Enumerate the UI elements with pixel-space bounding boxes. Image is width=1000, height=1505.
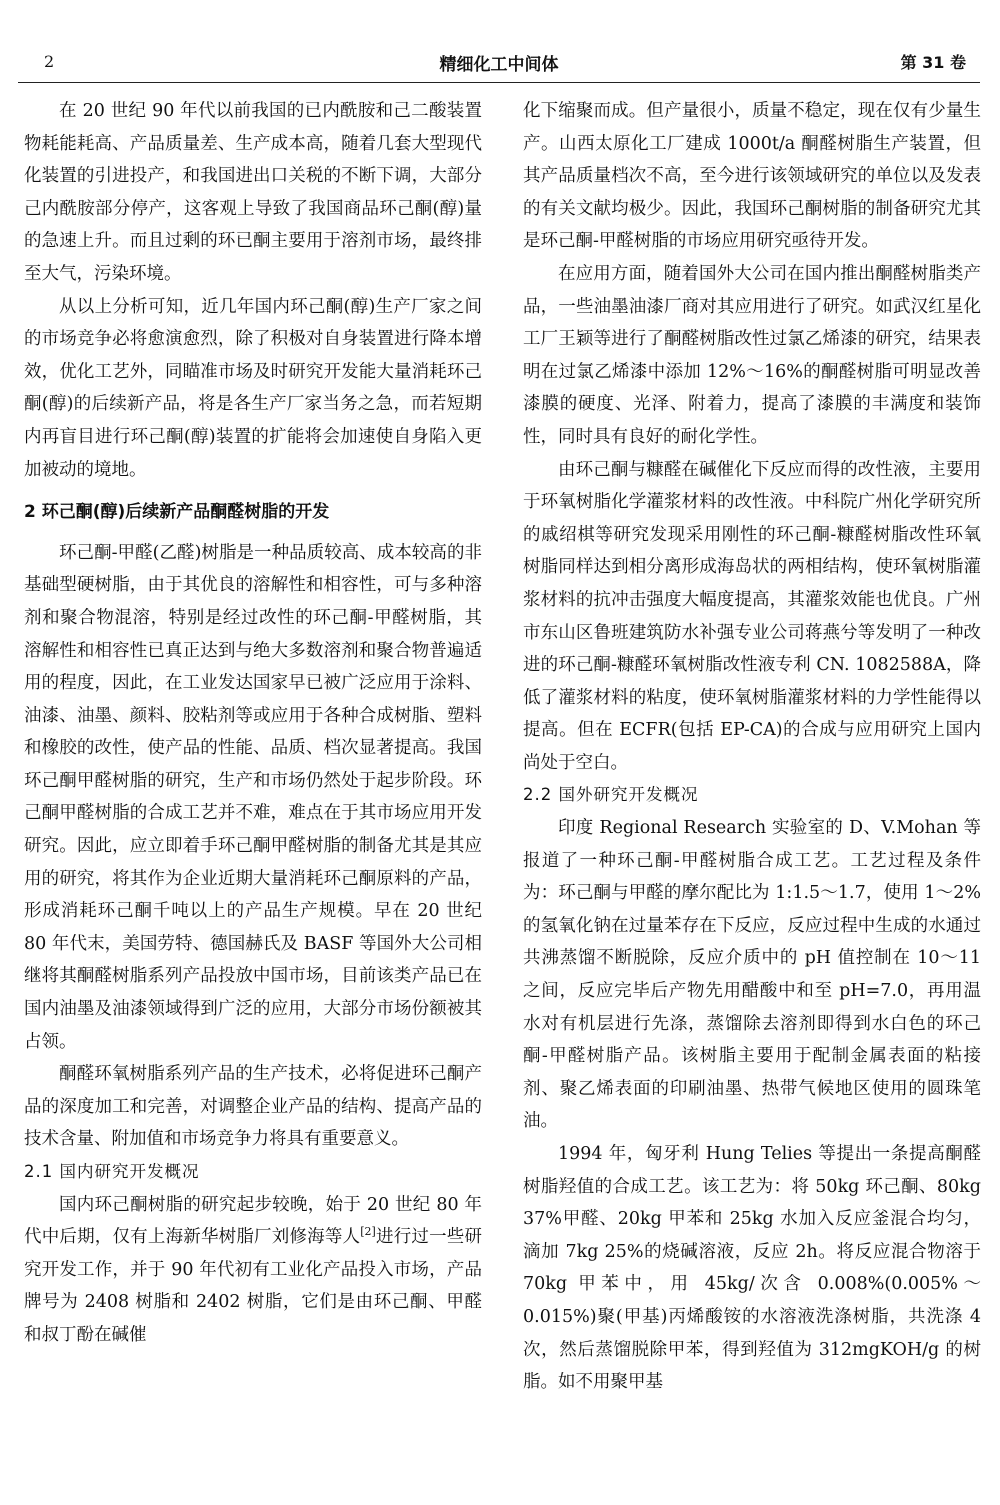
- right-column: [523, 95, 981, 1399]
- subsection-heading: 2.2 国外研究开发概况: [523, 785, 699, 805]
- paragraph: 酮醛环氧树脂系列产品的生产技术，必将促进环己酮产品的深度加工和完善，对调整企业产品的结构、提高产品的技术含量、附加值和市场竞争力将具有重要意义。: [24, 1064, 482, 1150]
- paragraph: 印度 Regional Research 实验室的 D、V.Mohan 等报道了一种环己酮-甲醛树脂合成工艺。工艺过程及条件为：环己酮与甲醛的摩尔配比为 1:1.5～1.7，使用 1～2%的氢氧化钠在过量苯存在下反应，反应过程中生成的水通过共沸蒸馏不断脱除，反应介质中的 pH 值控制在 10～11 之间，反应完毕后产物先用醋酸中和至 pH=7.0，再用温水对有机层进行先涤，蒸馏除去溶剂即得到水白色的环己酮-甲醛树脂产品。该树脂主要用于配制金属表面的粘接剂、聚乙烯表面的印刷油墨、热带气候地区使用的圆珠笔油。: [523, 818, 981, 1132]
- running-header: [18, 48, 980, 78]
- section-heading: 2 环己酮(醇)后续新产品酮醛树脂的开发: [24, 502, 330, 523]
- left-column: [24, 95, 482, 1352]
- paragraph: 1994 年，匈牙利 Hung Telies 等提出一条提高酮醛树脂羟值的合成工艺。该工艺为：将 50kg 环己酮、80kg 37%甲醛、20kg 甲苯和 25kg 水加入反应釜混合均匀，滴加 7kg 25%的烧碱溶液，反应 2h。将反应混合物溶于 70kg 甲苯中，用 45kg/次含 0.008%(0.005%～0.015%)聚(甲基)丙烯酸铵的水溶液洗涤树脂，共洗涤 4 次，然后蒸馏脱除甲苯，得到羟值为 312mgKOH/g 的树脂。如不用聚甲基: [523, 1144, 981, 1393]
- paragraph: 从以上分析可知，近几年国内环己酮(醇)生产厂家之间的市场竞争必将愈演愈烈，除了积极对自身装置进行降本增效，优化工艺外，同瞄准市场及时研究开发能大量消耗环己酮(醇)的后续新产品，将是各生产厂家当务之急，而若短期内再盲目进行环己酮(醇)装置的扩能将会加速使自身陷入更加被动的境地。: [24, 296, 482, 480]
- paragraph-text: 国内环己酮树脂的研究起步较晚，始于 20 世纪 80 年代中后期，仅有上海新华树脂厂刘修海等人: [24, 1194, 482, 1248]
- paragraph: 在应用方面，随着国外大公司在国内推出酮醛树脂类产品，一些油墨油漆厂商对其应用进行了研究。如武汉红星化工厂王颖等进行了酮醛树脂改性过氯乙烯漆的研究，结果表明在过氯乙烯漆中添加 12%～16%的酮醛树脂可明显改善漆膜的硬度、光泽、附着力，提高了漆膜的丰满度和装饰性，同时具有良好的耐化学性。: [523, 263, 981, 447]
- paragraph: 环己酮-甲醛(乙醛)树脂是一种品质较高、成本较高的非基础型硬树脂，由于其优良的溶解性和相容性，可与多种溶剂和聚合物混溶，特别是经过改性的环己酮-甲醛树脂，其溶解性和相容性已真正达到与绝大多数溶剂和聚合物普遍适用的程度，因此，在工业发达国家早已被广泛应用于涂料、油漆、油墨、颜料、胶粘剂等或应用于各种合成树脂、塑料和橡胶的改性，使产品的性能、品质、档次显著提高。我国环己酮甲醛树脂的研究，生产和市场仍然处于起步阶段。环己酮甲醛树脂的合成工艺并不难，难点在于其市场应用开发研究。因此，应立即着手环己酮甲醛树脂的制备尤其是其应用的研究，将其作为企业近期大量消耗环己酮原料的产品，形成消耗环己酮千吨以上的产品生产规模。早在 20 世纪 80 年代末，美国劳特、德国赫氏及 BASF 等国外大公司相继将其酮醛树脂系列产品投放中国市场，目前该类产品已在国内油墨及油漆领域得到广泛的应用，大部分市场份额被其占领。: [24, 542, 482, 1052]
- journal-title: 精细化工中间体: [439, 55, 559, 75]
- paragraph: 化下缩聚而成。但产量很小，质量不稳定，现在仅有少量生产。山西太原化工厂建成 1000t/a 酮醛树脂生产装置，但其产品质量档次不高，至今进行该领域研究的单位以及发表的有关文献均极少。因此，我国环己酮树脂的制备研究尤其是环己酮-甲醛树脂的市场应用研究亟待开发。: [523, 101, 981, 252]
- volume-label: 第 31 卷: [900, 53, 966, 72]
- paragraph: 在 20 世纪 90 年代以前我国的已内酰胺和己二酸装置物耗能耗高、产品质量差、生产成本高，随着几套大型现代化装置的引进投产，和我国进出口关税的不断下调，大部分己内酰胺部分停产，这客观上导致了我国商品环己酮(醇)量的急速上升。而且过剩的环已酮主要用于溶剂市场，最终排至大气，污染环境。: [24, 101, 482, 284]
- paragraph: 由环己酮与糠醛在碱催化下反应而得的改性液，主要用于环氧树脂化学灌浆材料的改性液。中科院广州化学研究所的戚绍棋等研究发现采用刚性的环己酮-糠醛树脂改性环氧树脂同样达到相分离形成海岛状的两相结构，使环氧树脂灌浆材料的抗冲击强度大幅度提高，其灌浆效能也优良。广州市东山区鲁班建筑防水补强专业公司蒋燕兮等发明了一种改进的环己酮-糠醛环氧树脂改性液专利 CN. 1082588A，降低了灌浆材料的粘度，使环氧树脂灌浆材料的力学性能得以提高。但在 ECFR(包括 EP-CA)的合成与应用研究上国内尚处于空白。: [523, 459, 981, 773]
- page-number: 2: [44, 52, 55, 71]
- paragraph: [24, 1189, 482, 1352]
- header-rule: [18, 82, 980, 83]
- paragraph-text: 进行过一些研究开发工作，并于 90 年代初有工业化产品投入市场，产品牌号为 2408 树脂和 2402 树脂，它们是由环己酮、甲醛和叔丁酚在碱催: [24, 1227, 483, 1345]
- citation-ref: [2]: [360, 1225, 376, 1239]
- subsection-heading: 2.1 国内研究开发概况: [24, 1162, 200, 1181]
